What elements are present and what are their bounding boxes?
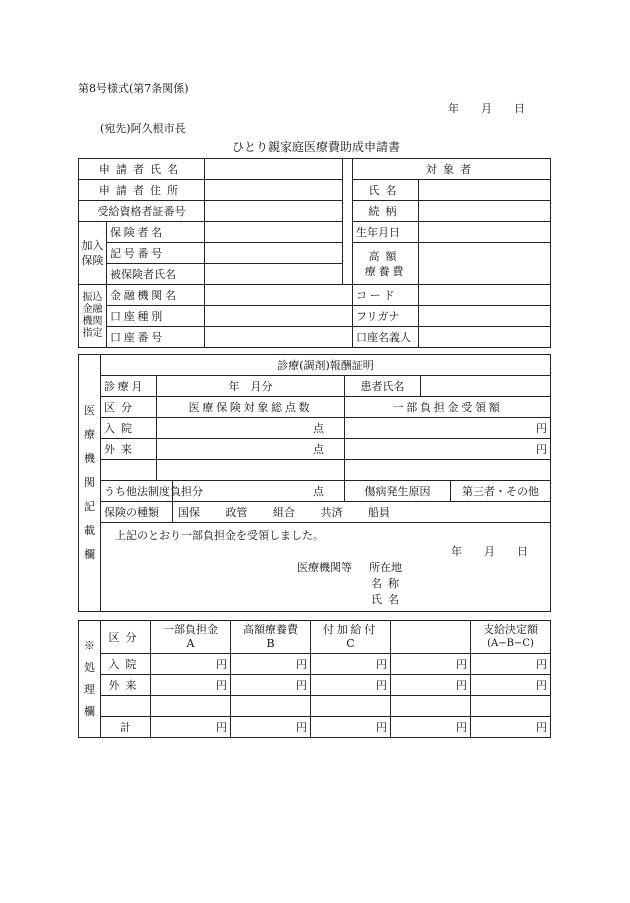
- treatment-month-label: 診療月: [101, 376, 157, 397]
- treatment-month-field[interactable]: 年 月分: [157, 376, 345, 397]
- insured-name-label: 被保険者氏名: [107, 264, 205, 285]
- proc-col-d-line2: (A−B−C): [487, 638, 534, 649]
- blank-row-cell: [157, 460, 345, 481]
- proc-col-b-line2: B: [266, 637, 275, 650]
- insurance-senin[interactable]: 船員: [368, 505, 390, 519]
- account-number-field[interactable]: [205, 327, 353, 348]
- inpatient-label: 入院: [101, 418, 157, 439]
- spacer-cell: [343, 201, 353, 222]
- blank-row-cell: [345, 460, 551, 481]
- category-label: 区分: [101, 397, 157, 418]
- page-title: ひとり親家庭医療費助成申請書: [232, 140, 401, 154]
- injury-cause-field[interactable]: 第三者・その他: [451, 481, 551, 502]
- proc-col-c-header: [311, 621, 391, 654]
- bank-group-label: 振込金融機関指定: [79, 285, 107, 348]
- target-name-label: 氏名: [353, 180, 419, 201]
- birthdate-field[interactable]: [419, 222, 551, 243]
- proc-blank-cell: [151, 696, 231, 717]
- total-points-header: 医療保険対象総点数: [157, 397, 345, 418]
- addressee: (宛先)阿久根市長: [100, 122, 186, 135]
- proc-inpatient-a[interactable]: 円: [151, 654, 231, 675]
- copay-received-header: 一部負担金受領額: [345, 397, 551, 418]
- applicant-address-field[interactable]: [205, 180, 343, 201]
- proc-total-b[interactable]: 円: [231, 717, 311, 738]
- application-table: [78, 158, 551, 348]
- account-type-field[interactable]: [205, 306, 353, 327]
- proc-inpatient-d[interactable]: 円: [471, 654, 551, 675]
- proc-outpatient-blank[interactable]: 円: [391, 675, 471, 696]
- code-label: コード: [353, 285, 419, 306]
- blank-row-cell: [101, 460, 157, 481]
- institution-label: 医療機関等: [297, 561, 352, 574]
- proc-col-d-header: [471, 621, 551, 654]
- certification-date[interactable]: 年 月 日: [451, 545, 528, 558]
- processing-side-label: ※処理欄: [79, 621, 101, 738]
- spacer-cell: [343, 222, 353, 243]
- proc-col-c-line2: C: [346, 637, 355, 650]
- account-holder-label: 口座名義人: [353, 327, 419, 348]
- certification-statement: 上記のとおり一部負担金を受領しました。: [115, 529, 324, 542]
- applicant-address-label: 申請者住所: [79, 180, 205, 201]
- spacer-cell: [343, 180, 353, 201]
- proc-inpatient-b[interactable]: 円: [231, 654, 311, 675]
- account-holder-field[interactable]: [419, 327, 551, 348]
- header-date: 年 月 日: [448, 102, 525, 115]
- proc-blank-cell: [311, 696, 391, 717]
- proc-col-a-header: [151, 621, 231, 654]
- high-cost-field[interactable]: [419, 243, 551, 285]
- proc-col-a-line1: 一部負担金: [163, 623, 218, 636]
- cert-number-field[interactable]: [205, 201, 343, 222]
- outpatient-points-field[interactable]: 点: [157, 439, 345, 460]
- proc-col-blank-header: [391, 621, 471, 654]
- cert-number-label: 受給資格者証番号: [79, 201, 205, 222]
- proc-category-label: 区分: [101, 621, 151, 654]
- insurance-kokuho[interactable]: 国保: [178, 505, 200, 519]
- insurance-kyosai[interactable]: 共済: [320, 505, 343, 519]
- proc-outpatient-b[interactable]: 円: [231, 675, 311, 696]
- medical-title: 診療(調剤)報酬証明: [101, 355, 551, 376]
- account-number-label: 口座番号: [107, 327, 205, 348]
- proc-col-b-line1: 高額療養費: [243, 623, 298, 636]
- target-name-field[interactable]: [419, 180, 551, 201]
- insured-name-field[interactable]: [205, 264, 343, 285]
- insurer-name-label: 保険者名: [107, 222, 205, 243]
- account-type-label: 口座種別: [107, 306, 205, 327]
- processing-table: [78, 620, 551, 738]
- spacer-cell: [343, 159, 353, 180]
- outpatient-label: 外来: [101, 439, 157, 460]
- insurance-group-label: 加入保険: [79, 222, 107, 285]
- patient-name-field[interactable]: [421, 376, 551, 397]
- inpatient-yen-field[interactable]: 円: [345, 418, 551, 439]
- insurance-kumiai[interactable]: 組合: [273, 505, 295, 519]
- proc-col-a-line2: A: [186, 637, 195, 650]
- insurance-type-options[interactable]: [173, 502, 551, 523]
- proc-inpatient-label: 入院: [101, 654, 151, 675]
- proc-blank-cell: [231, 696, 311, 717]
- spacer-cell: [343, 264, 353, 285]
- proc-outpatient-a[interactable]: 円: [151, 675, 231, 696]
- patient-name-label: 患者氏名: [345, 376, 421, 397]
- applicant-name-label: 申請者氏名: [79, 159, 205, 180]
- proc-blank-cell: [391, 696, 471, 717]
- injury-cause-label: 傷病発生原因: [345, 481, 451, 502]
- proc-total-d[interactable]: 円: [471, 717, 551, 738]
- proc-outpatient-d[interactable]: 円: [471, 675, 551, 696]
- relation-label: 続柄: [353, 201, 419, 222]
- high-cost-label-line2: 療養費: [364, 264, 407, 278]
- target-header: 対象者: [353, 159, 551, 180]
- bank-name-field[interactable]: [205, 285, 353, 306]
- proc-blank-cell: [471, 696, 551, 717]
- certification-block: [101, 523, 551, 612]
- location-label: 所在地: [369, 561, 402, 574]
- proc-total-c[interactable]: 円: [311, 717, 391, 738]
- applicant-name-field[interactable]: [205, 159, 343, 180]
- high-cost-label: [353, 243, 419, 285]
- outpatient-yen-field[interactable]: 円: [345, 439, 551, 460]
- proc-col-d-line1: 支給決定額: [483, 623, 538, 636]
- symbol-number-label: 記号番号: [107, 243, 205, 264]
- proc-col-b-header: [231, 621, 311, 654]
- doctor-name-label: 氏名: [371, 593, 406, 606]
- bank-name-label: 金融機関名: [107, 285, 205, 306]
- insurance-seikan[interactable]: 政管: [225, 505, 248, 519]
- proc-inpatient-blank[interactable]: 円: [391, 654, 471, 675]
- proc-outpatient-label: 外来: [101, 675, 151, 696]
- symbol-number-field[interactable]: [205, 243, 343, 264]
- proc-blank-cell: [101, 696, 151, 717]
- proc-inpatient-c[interactable]: 円: [311, 654, 391, 675]
- proc-total-blank[interactable]: 円: [391, 717, 471, 738]
- form-number: 第8号様式(第7条関係): [78, 82, 189, 95]
- proc-total-a[interactable]: 円: [151, 717, 231, 738]
- spacer-cell: [343, 243, 353, 264]
- furigana-label: フリガナ: [353, 306, 419, 327]
- insurer-name-field[interactable]: [205, 222, 343, 243]
- proc-total-label: 計: [101, 717, 151, 738]
- proc-outpatient-c[interactable]: 円: [311, 675, 391, 696]
- institution-name-label: 名称: [371, 577, 406, 590]
- proc-col-c-line1: 付加給付: [323, 623, 378, 636]
- insurance-type-label: 保険の種類: [101, 502, 173, 523]
- high-cost-label-line1: 高額: [368, 249, 403, 263]
- birthdate-label: 生年月日: [353, 222, 419, 243]
- inpatient-points-field[interactable]: 点: [157, 418, 345, 439]
- medical-side-label: 医療機関記載欄: [79, 355, 101, 612]
- other-law-label: うち他法制度負担分: [101, 481, 173, 502]
- other-law-field[interactable]: 点: [173, 481, 345, 502]
- code-field[interactable]: [419, 285, 551, 306]
- relation-field[interactable]: [419, 201, 551, 222]
- furigana-field[interactable]: [419, 306, 551, 327]
- medical-institution-table: [78, 354, 551, 612]
